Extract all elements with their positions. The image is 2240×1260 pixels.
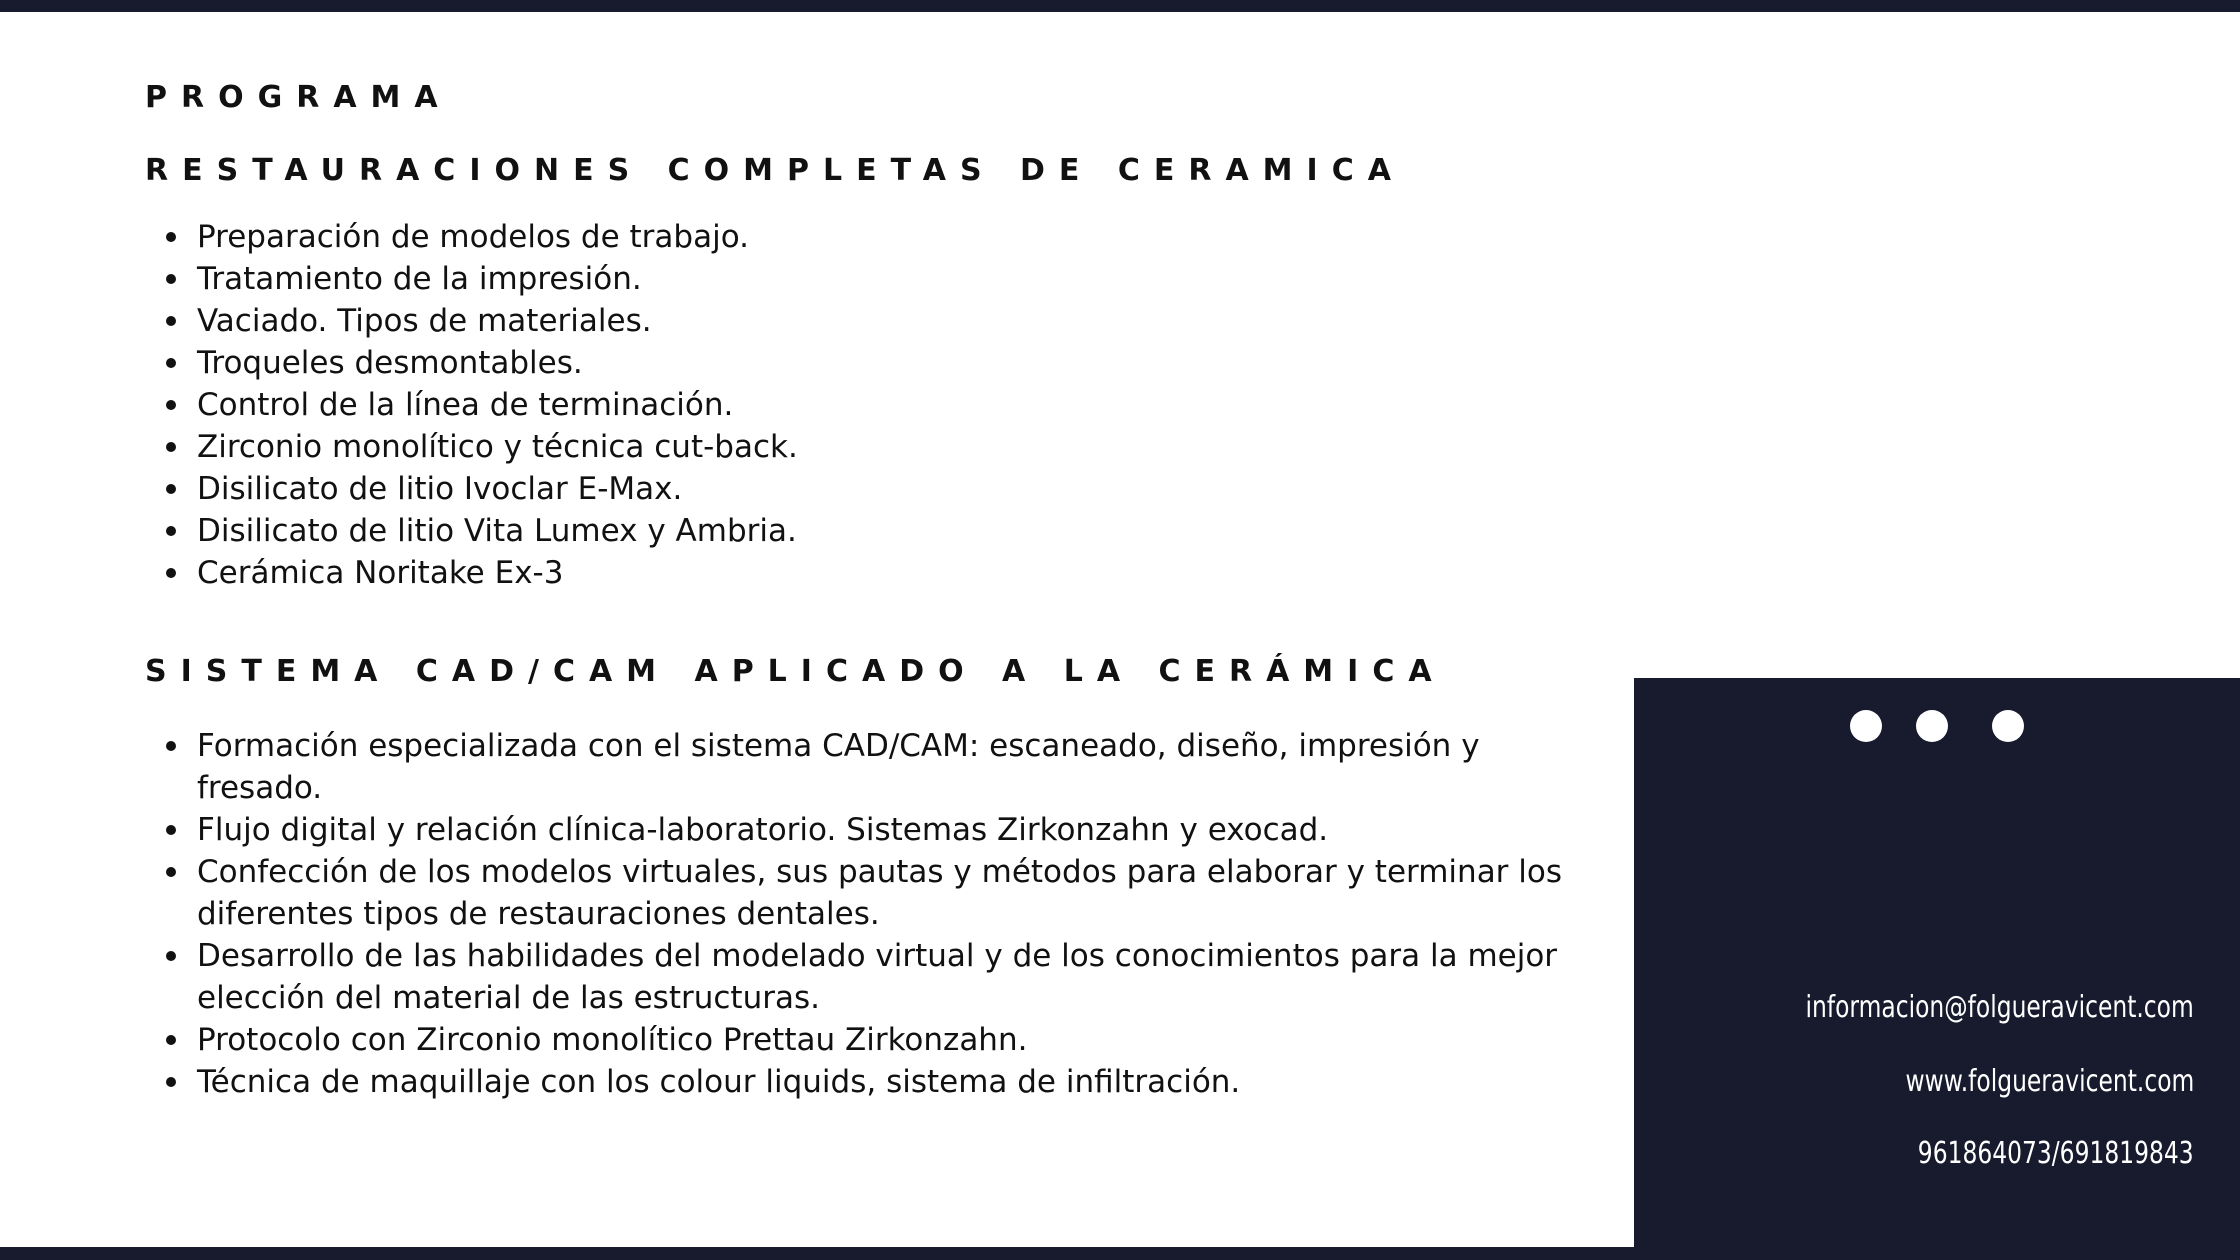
list-item: Desarrollo de las habilidades del modelado virtual y de los conocimientos para la mejor elección del material de las estructuras. [197,935,1597,1019]
list-item: Disilicato de litio Ivoclar E-Max. [197,468,1597,510]
top-border-bar [0,0,2240,12]
contact-email-link[interactable]: informacion@folgueravicent.com [1805,990,2194,1025]
section-title-ceramic-restorations: RESTAURACIONES COMPLETAS DE CERAMICA [145,153,1405,188]
list-item: Tratamiento de la impresión. [197,258,1597,300]
contact-panel [1634,678,2240,1247]
ceramic-restorations-list [145,216,1597,594]
list-item: Preparación de modelos de trabajo. [197,216,1597,258]
list-item: Cerámica Noritake Ex-3 [197,552,1597,594]
section-title-cad-cam: SISTEMA CAD/CAM APLICADO A LA CERÁMICA [145,654,1446,689]
bottom-border-bar [0,1247,2240,1260]
list-item: Zirconio monolítico y técnica cut-back. [197,426,1597,468]
contact-website-link[interactable]: www.folgueravicent.com [1905,1064,2194,1099]
cad-cam-list [145,725,1597,1103]
list-item: Control de la línea de terminación. [197,384,1597,426]
decorative-dot [1992,710,2024,742]
page-title: PROGRAMA [145,80,452,115]
list-item: Técnica de maquillaje con los colour liquids, sistema de infiltración. [197,1061,1597,1103]
decorative-dot [1916,710,1948,742]
list-item: Vaciado. Tipos de materiales. [197,300,1597,342]
list-item: Flujo digital y relación clínica-laboratorio. Sistemas Zirkonzahn y exocad. [197,809,1597,851]
list-item: Troqueles desmontables. [197,342,1597,384]
list-item: Disilicato de litio Vita Lumex y Ambria. [197,510,1597,552]
decorative-dot [1850,710,1882,742]
list-item: Formación especializada con el sistema CAD/CAM: escaneado, diseño, impresión y fresado. [197,725,1597,809]
list-item: Protocolo con Zirconio monolítico Prettau Zirkonzahn. [197,1019,1597,1061]
list-item: Confección de los modelos virtuales, sus pautas y métodos para elaborar y terminar los diferentes tipos de restauraciones dentales. [197,851,1597,935]
contact-phone: 961864073/691819843 [1918,1136,2194,1171]
